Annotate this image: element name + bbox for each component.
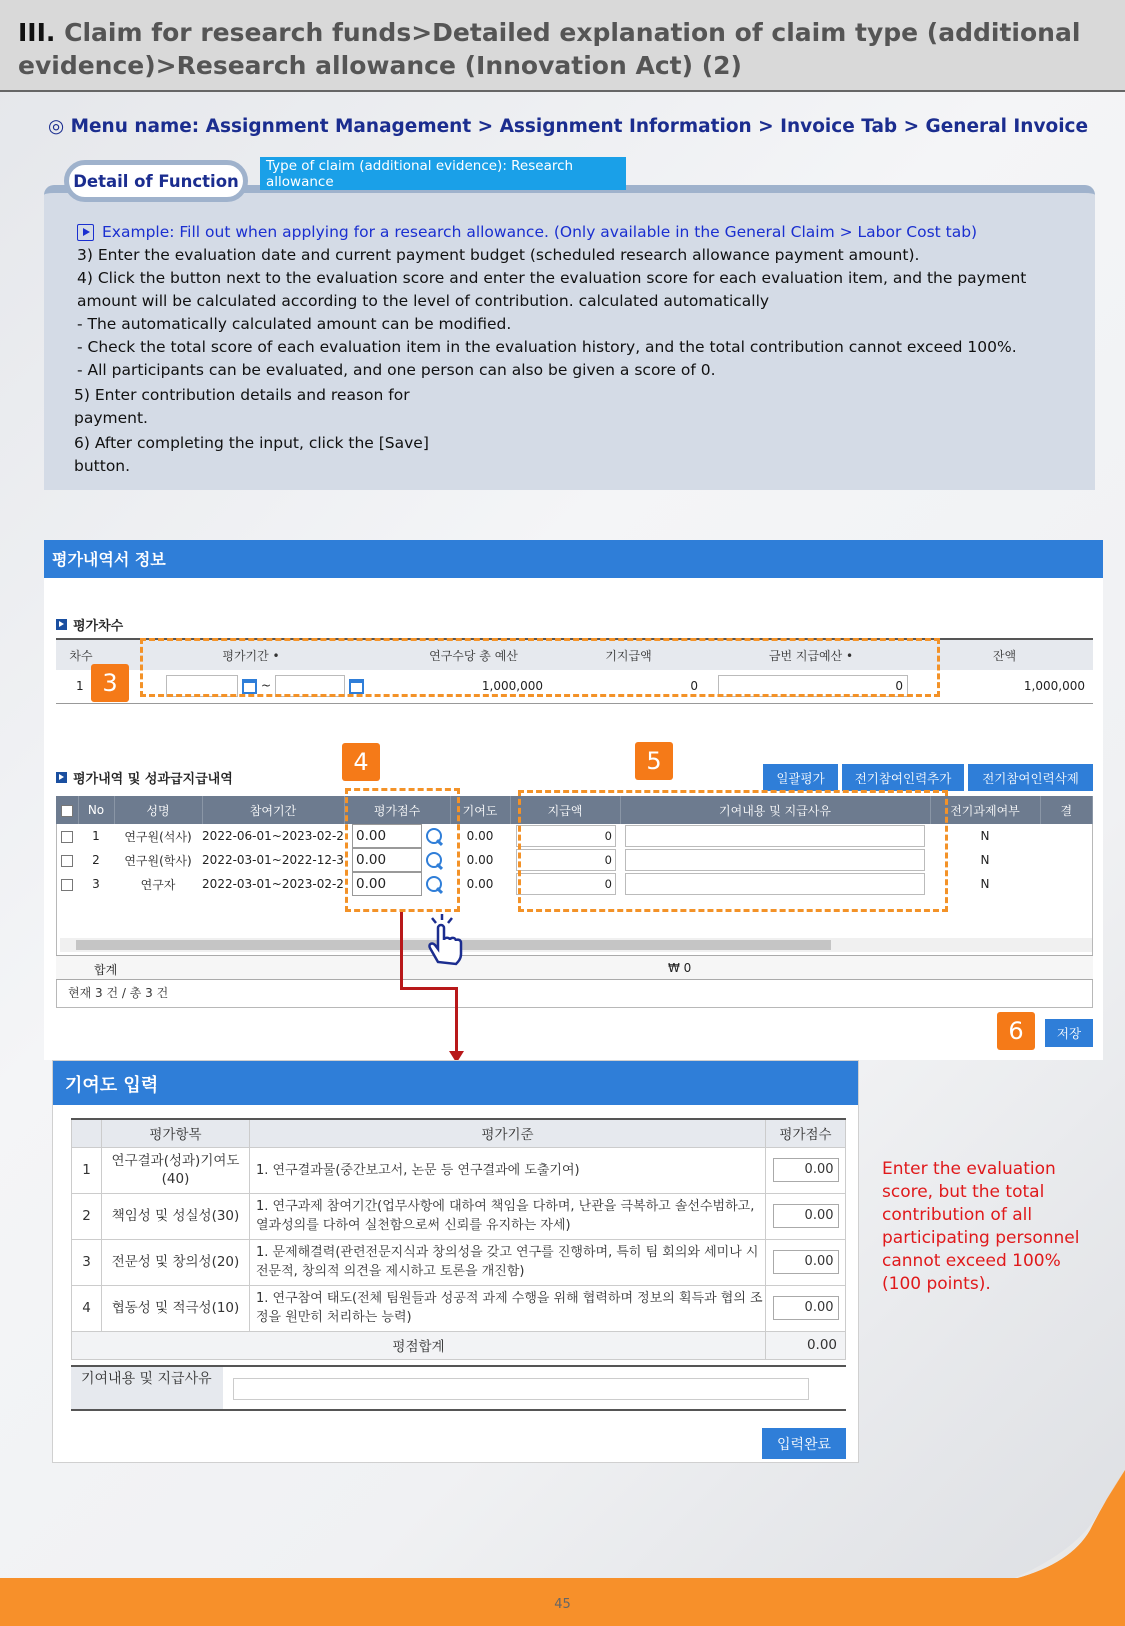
row-index: 4 (72, 1285, 102, 1331)
section-round-label: 평가차수 (73, 619, 124, 634)
col-amount[interactable]: 지급액 (510, 796, 620, 824)
row-name: 연구원(석사) (124, 829, 192, 844)
row-score-cell (766, 1147, 846, 1193)
bulk-evaluate-button[interactable]: 일괄평가 (763, 764, 838, 791)
claim-type-label: Type of claim (additional evidence): Research allowance (260, 157, 626, 190)
instruction-line: - All participants can be evaluated, and one person can also be given a score of 0. (77, 361, 716, 379)
row-score-cell (766, 1193, 846, 1239)
total-budget-value: 1,000,000 (396, 670, 551, 703)
page-number: 45 (554, 1597, 571, 1612)
row-prior: N (980, 877, 990, 891)
row-no: 3 (92, 877, 100, 891)
col-prior-task[interactable]: 전기과제여부 (930, 796, 1040, 824)
row-no: 1 (92, 829, 100, 843)
step-badge-3: 3 (91, 664, 129, 702)
step-badge-4: 4 (342, 743, 380, 781)
score-input[interactable]: 0.00 (773, 1204, 839, 1228)
col-balance: 잔액 (916, 639, 1093, 670)
row-extra (1040, 848, 1093, 872)
row-select[interactable] (56, 872, 78, 896)
add-prior-participant-button[interactable]: 전기참여인력추가 (842, 764, 964, 791)
col-eval-criteria: 평가기준 (250, 1119, 766, 1147)
row-criteria: 1. 문제해결력(관련전문지식과 창의성을 갖고 연구를 진행하며, 특히 팀 회의와 세미나 시 전문적, 창의적 의견을 제시하고 토론을 개진함) (250, 1239, 766, 1285)
col-contribution[interactable]: 기여도 (450, 796, 510, 824)
section-eval-title (56, 768, 233, 787)
col-participation-period[interactable]: 참여기간 (202, 796, 344, 824)
amount-input[interactable]: 0 (516, 873, 616, 895)
row-item: 연구결과(성과)기여도(40) (102, 1147, 250, 1193)
row-item: 협동성 및 적극성(10) (102, 1285, 250, 1331)
score-note: Enter the evaluation score, but the total contribution of all participating personnel cannot exceed 100% (100 points). (882, 1159, 1080, 1294)
instruction-line: - Check the total score of each evaluation item in the evaluation history, and the total contribution cannot exceed 100%. (77, 338, 1017, 356)
row-select[interactable] (56, 824, 78, 848)
paid-value: 0 (551, 670, 706, 703)
row-name: 연구자 (140, 877, 176, 892)
score-input[interactable]: 0.00 (352, 824, 422, 848)
section-eval-label: 평가내역 및 성과급지급내역 (73, 772, 233, 787)
section-bullet-icon (56, 772, 67, 783)
col-paid: 기지급액 (551, 639, 706, 670)
row-prior: N (980, 829, 990, 843)
balance-value: 1,000,000 (916, 670, 1093, 703)
row-checkbox[interactable] (61, 831, 73, 843)
round-value: 1 (56, 670, 106, 703)
instruction-line: 4) Click the button next to the evaluation score and enter the evaluation score for each evaluation item, and the payment amount will be calculated according to the level of contribution. calculated automatically (77, 269, 1027, 310)
arrow-segment (400, 912, 403, 990)
contribution-popup (52, 1060, 859, 1463)
row-item: 전문성 및 창의성(20) (102, 1239, 250, 1285)
section-round-title (56, 615, 123, 634)
row-prior: N (980, 853, 990, 867)
col-this-budget: 금번 지급예산 • (706, 639, 916, 670)
row-index: 1 (72, 1147, 102, 1193)
row-extra (1040, 872, 1093, 896)
function-detail-tab: Detail of Function (64, 160, 248, 202)
this-budget-input[interactable]: 0 (718, 675, 908, 697)
sum-row (56, 955, 1093, 980)
instruction-line: 5) Enter contribution details and reason for payment. (74, 386, 410, 427)
section-title: Claim for research funds>Detailed explanation of claim type (additional evidence)>Research allowance (Innovation Act) (2) (18, 18, 1081, 80)
select-all-checkbox[interactable] (61, 805, 73, 817)
table-row (72, 1239, 846, 1285)
row-period: 2022-06-01~2023-02-2 (202, 829, 344, 843)
col-select-all[interactable] (56, 796, 78, 824)
total-row (72, 1331, 846, 1359)
save-button[interactable]: 저장 (1045, 1019, 1093, 1047)
page-title (18, 16, 1107, 82)
play-icon (77, 224, 94, 241)
instruction-line: 3) Enter the evaluation date and current payment budget (scheduled research allowance payment amount). (77, 246, 920, 264)
row-contribution: 0.00 (466, 829, 494, 843)
score-input[interactable]: 0.00 (773, 1158, 839, 1182)
row-checkbox[interactable] (61, 879, 73, 891)
row-criteria: 1. 연구과제 참여기간(업무사항에 대하여 책임을 다하며, 난관을 극복하고 솔선수범하고, 열과성의를 다하여 실천함으로써 신뢰를 유지하는 자세) (250, 1193, 766, 1239)
row-checkbox[interactable] (61, 855, 73, 867)
row-period: 2022-03-01~2023-02-2 (202, 877, 344, 891)
col-index (72, 1119, 102, 1147)
highlight-box-5 (518, 790, 948, 912)
row-index: 3 (72, 1239, 102, 1285)
col-name[interactable]: 성명 (114, 796, 202, 824)
step-badge-6: 6 (997, 1012, 1035, 1050)
sum-label: 합계 (94, 963, 118, 977)
criteria-table (71, 1118, 846, 1360)
reason-label: 기여내용 및 지급사유 (71, 1367, 223, 1409)
score-input[interactable]: 0.00 (773, 1296, 839, 1320)
delete-prior-participant-button[interactable]: 전기참여인력삭제 (968, 764, 1093, 791)
total-value: 0.00 (766, 1331, 846, 1359)
col-eval-item: 평가항목 (102, 1119, 250, 1147)
col-total-budget: 연구수당 총 예산 (396, 639, 551, 670)
highlight-box-4 (345, 788, 460, 912)
pointer-hand-icon (420, 912, 466, 966)
input-complete-button[interactable]: 입력완료 (762, 1428, 846, 1459)
row-select[interactable] (56, 848, 78, 872)
instruction-line: - The automatically calculated amount can be modified. (77, 315, 512, 333)
row-name: 연구원(학사) (124, 853, 192, 868)
record-count: 현재 3 건 / 총 3 건 (68, 986, 169, 1000)
amount-input[interactable]: 0 (516, 825, 616, 847)
evaluation-info-bar: 평가내역서 정보 (44, 540, 1103, 578)
section-bullet-icon (56, 619, 67, 630)
row-period: 2022-03-01~2022-12-3 (202, 853, 344, 867)
reason-row (71, 1365, 846, 1411)
row-index: 2 (72, 1193, 102, 1239)
row-criteria: 1. 연구참여 태도(전체 팀원들과 성공적 과제 수행을 위해 협력하며 정보의 획득과 협의 조정을 원만히 처리하는 능력) (250, 1285, 766, 1331)
table-row (72, 1147, 846, 1193)
popup-title: 기여도 입력 (53, 1061, 858, 1105)
example-text: Example: Fill out when applying for a research allowance. (Only available in the General Claim > Labor Cost tab) (102, 223, 978, 241)
col-period: 평가기간 • (106, 639, 396, 670)
col-reason[interactable]: 기여내용 및 지급사유 (620, 796, 930, 824)
instruction-line: 6) After completing the input, click the [Save] button. (74, 434, 429, 475)
row-extra (1040, 824, 1093, 848)
row-no: 2 (92, 853, 100, 867)
menu-path: ◎ Menu name: Assignment Management > Assignment Information > Invoice Tab > General Invoice (48, 116, 1089, 137)
example-line (77, 221, 1087, 244)
sum-amount: ₩ 0 (668, 961, 692, 975)
col-no[interactable]: No (78, 796, 114, 824)
tilde: ~ (261, 678, 272, 693)
score-input[interactable]: 0.00 (352, 872, 422, 896)
page-curl-icon (1010, 1470, 1125, 1580)
table-row (72, 1285, 846, 1331)
table-row (72, 1193, 846, 1239)
col-eval-score: 평가점수 (766, 1119, 846, 1147)
highlight-box-3 (140, 638, 940, 697)
arrow-segment (400, 987, 458, 990)
row-contribution: 0.00 (466, 853, 494, 867)
col-round: 차수 (56, 639, 106, 670)
function-description (74, 221, 1087, 478)
row-item: 책임성 및 성실성(30) (102, 1193, 250, 1239)
total-label: 평점합계 (72, 1331, 766, 1359)
col-eval-score[interactable]: 평가점수 (344, 796, 450, 824)
arrow-segment (455, 987, 458, 1051)
amount-input[interactable]: 0 (516, 849, 616, 871)
row-contribution: 0.00 (466, 877, 494, 891)
row-criteria: 1. 연구결과물(중간보고서, 논문 등 연구결과에 도출기여) (250, 1147, 766, 1193)
row-score-cell (766, 1239, 846, 1285)
score-input[interactable]: 0.00 (773, 1250, 839, 1274)
horizontal-scrollbar[interactable] (60, 938, 1092, 952)
score-input[interactable]: 0.00 (352, 848, 422, 872)
page-header (0, 0, 1125, 92)
row-score-cell (766, 1285, 846, 1331)
col-extra[interactable]: 결 (1040, 796, 1093, 824)
section-number: III. (18, 18, 56, 47)
step-badge-5: 5 (635, 742, 673, 780)
reason-input[interactable] (233, 1378, 809, 1400)
